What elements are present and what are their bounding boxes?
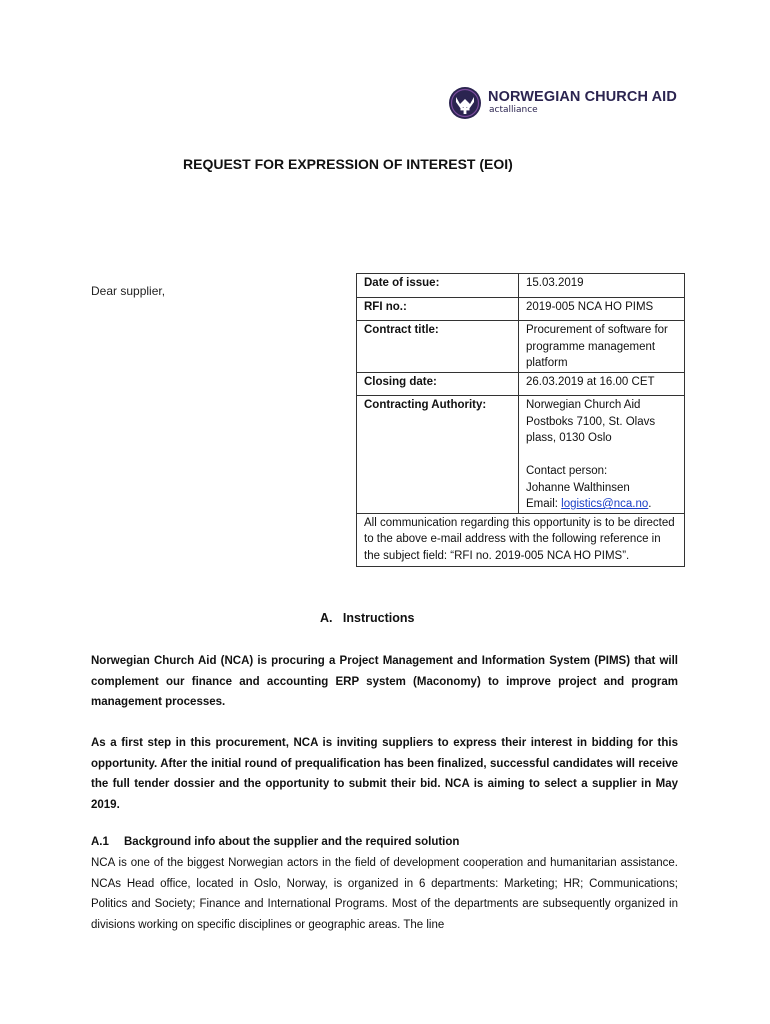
- table-row: [357, 513, 685, 567]
- section-a1-title: Background info about the supplier and the required solution: [124, 836, 460, 848]
- page-title: REQUEST FOR EXPRESSION OF INTEREST (EOI): [183, 156, 513, 172]
- contact-label: Contact person:: [526, 465, 608, 477]
- date-label: Date of issue:: [357, 274, 519, 298]
- intro-paragraph: Norwegian Church Aid (NCA) is procuring a Project Management and Information System (PIMS) that will complement our finance and accounting ERP system (Maconomy) to improve project and program management processes.: [91, 655, 678, 708]
- rfi-value: 2019-005 NCA HO PIMS: [519, 297, 685, 321]
- table-row: [357, 396, 685, 514]
- logo-subtitle: actalliance: [489, 105, 538, 115]
- info-table: [356, 273, 685, 567]
- email-prefix: Email:: [526, 498, 562, 510]
- logo: [448, 84, 688, 124]
- spacer: [526, 447, 678, 464]
- table-row: [357, 321, 685, 373]
- authority-name: Norwegian Church Aid: [526, 399, 641, 411]
- section-a-heading: A. Instructions: [320, 611, 415, 625]
- date-value: 15.03.2019: [519, 274, 685, 298]
- first-step-paragraph: As a first step in this procurement, NCA is inviting suppliers to express their interest in bidding for this opportunity. After the initial round of prequalification has been finalized, successful candidates will receive the full tender dossier and the opportunity to submit their bid. NCA is aiming to select a supplier in May 2019.: [91, 737, 678, 811]
- contract-value: Procurement of software for programme management platform: [519, 321, 685, 373]
- table-row: [357, 274, 685, 298]
- section-a1-number: A.1: [91, 836, 109, 848]
- email-link[interactable]: logistics@nca.no: [561, 498, 649, 510]
- salutation: Dear supplier,: [91, 284, 166, 298]
- communication-note: All communication regarding this opportunity is to be directed to the above e-mail address with the following reference in the subject field: “RFI no. 2019-005 NCA HO PIMS”.: [357, 513, 685, 567]
- table-row: [357, 372, 685, 396]
- table-row: [357, 297, 685, 321]
- contract-label: Contract title:: [357, 321, 519, 373]
- contact-name: Johanne Walthinsen: [526, 481, 630, 494]
- authority-label: Contracting Authority:: [357, 396, 519, 514]
- email-line: [526, 496, 678, 513]
- background-paragraph: NCA is one of the biggest Norwegian actors in the field of development cooperation and humanitarian assistance. NCAs Head office, located in Oslo, Norway, is organized in 6 departments: Marketing; HR; Communications; Politics and Society; Finance and International Programs. Most of the departments are subsequently organized in divisions working on specific disciplines or geographic areas. The line: [91, 857, 678, 931]
- authority-address: Postboks 7100, St. Olavs plass, 0130 Oslo: [526, 415, 656, 444]
- email-suffix: .: [648, 498, 652, 510]
- section-a1-heading: [91, 836, 459, 848]
- nca-emblem-icon: [448, 86, 482, 120]
- closing-value: 26.03.2019 at 16.00 CET: [519, 372, 685, 396]
- rfi-label: RFI no.:: [357, 297, 519, 321]
- logo-name: NORWEGIAN CHURCH AID: [488, 89, 677, 105]
- authority-cell: [519, 396, 685, 514]
- closing-label: Closing date:: [357, 372, 519, 396]
